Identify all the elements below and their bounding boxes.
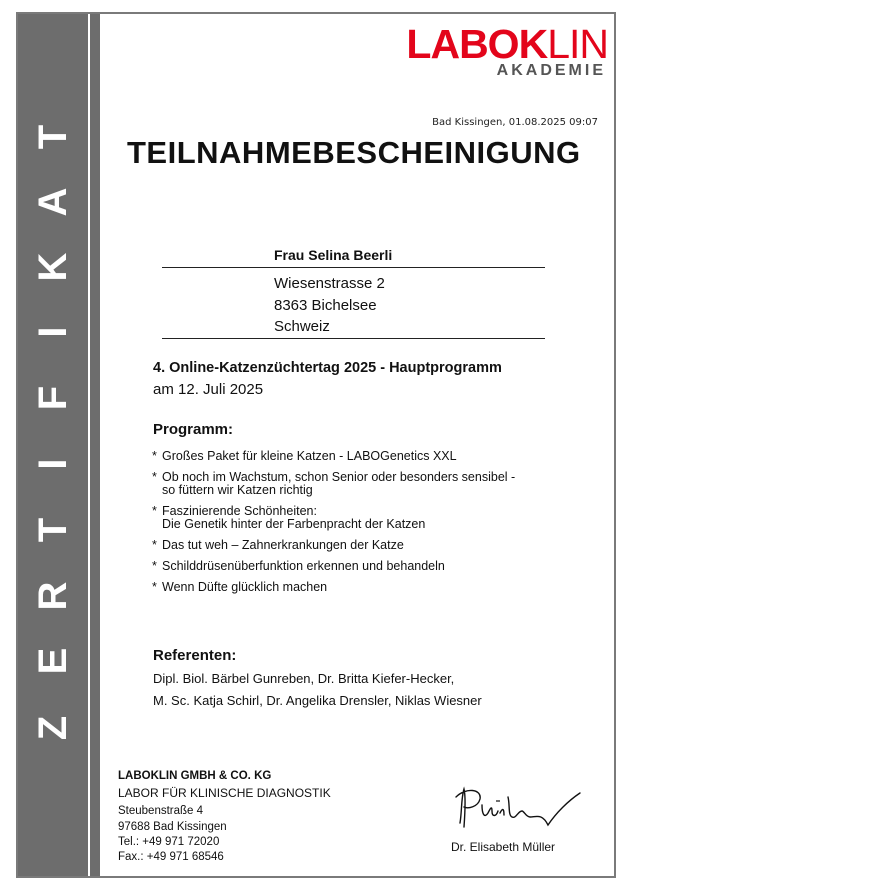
company-phone: Tel.: +49 971 72020 xyxy=(118,836,220,848)
laboklin-akademie-logo xyxy=(386,22,608,82)
company-street: Steubenstraße 4 xyxy=(118,805,204,817)
sidebar-stripe xyxy=(90,14,100,876)
program-list xyxy=(152,450,572,602)
bullet-star: * xyxy=(152,538,157,552)
company-name: LABOKLIN GMBH & CO. KG xyxy=(118,770,272,782)
sidebar-zertifikat xyxy=(18,14,88,876)
bullet-star: * xyxy=(152,504,157,518)
event-title: 4. Online-Katzenzüchtertag 2025 - Hauptprogramm xyxy=(153,360,502,376)
speakers-line-1: Dipl. Biol. Bärbel Gunreben, Dr. Britta Kiefer-Hecker, xyxy=(153,671,455,686)
handwritten-signature xyxy=(452,783,587,835)
issue-timestamp: Bad Kissingen, 01.08.2025 09:07 xyxy=(432,117,598,128)
sidebar-letter: R xyxy=(31,581,75,611)
logo-wordmark xyxy=(406,22,608,66)
bullet-star: * xyxy=(152,559,157,573)
event-date: am 12. Juli 2025 xyxy=(153,381,264,398)
program-item-text: Das tut weh – Zahnerkrankungen der Katze xyxy=(162,538,404,552)
program-item xyxy=(152,560,572,573)
sidebar-letter: I xyxy=(31,458,75,470)
sidebar-letter: I xyxy=(31,326,75,338)
address-divider-bottom xyxy=(162,338,545,339)
logo-part-a: LABOK xyxy=(406,21,548,67)
program-item-text: Schilddrüsenüberfunktion erkennen und behandeln xyxy=(162,559,445,573)
sidebar-letter: T xyxy=(31,124,75,150)
certificate-title: TEILNAHMEBESCHEINIGUNG xyxy=(127,135,581,170)
bullet-star: * xyxy=(152,449,157,463)
bullet-star: * xyxy=(152,580,157,594)
program-heading: Programm: xyxy=(153,421,234,438)
logo-part-b: LIN xyxy=(547,21,608,67)
program-item xyxy=(152,450,572,463)
speakers-heading: Referenten: xyxy=(153,647,237,664)
signer-name: Dr. Elisabeth Müller xyxy=(451,840,556,854)
sidebar-letter: A xyxy=(31,187,75,217)
program-item-text: Ob noch im Wachstum, schon Senior oder besonders sensibel - so füttern wir Katzen richtig xyxy=(162,470,516,497)
bullet-star: * xyxy=(152,470,157,484)
program-item-text: Großes Paket für kleine Katzen - LABOGenetics XXL xyxy=(162,449,457,463)
logo-subtitle: AKADEMIE xyxy=(496,62,606,79)
sidebar-letter: F xyxy=(31,385,75,411)
sidebar-letter: Z xyxy=(31,715,75,741)
company-city: 97688 Bad Kissingen xyxy=(118,821,227,833)
recipient-city: 8363 Bichelsee xyxy=(274,297,377,314)
sidebar-letter: T xyxy=(31,517,75,543)
recipient-name: Frau Selina Beerli xyxy=(274,247,393,263)
speakers-line-2: M. Sc. Katja Schirl, Dr. Angelika Drensler, Niklas Wiesner xyxy=(153,693,482,708)
program-item xyxy=(152,581,572,594)
sidebar-letter: K xyxy=(31,252,75,282)
sidebar-letter: E xyxy=(31,647,75,675)
program-item xyxy=(152,471,572,497)
program-item-text: Wenn Düfte glücklich machen xyxy=(162,580,328,594)
company-subtitle: LABOR FÜR KLINISCHE DIAGNOSTIK xyxy=(118,786,331,800)
program-item xyxy=(152,505,572,531)
recipient-country: Schweiz xyxy=(274,318,330,335)
program-item-text: Faszinierende Schönheiten: Die Genetik hinter der Farbenpracht der Katzen xyxy=(162,504,426,531)
address-divider-top xyxy=(162,267,545,268)
recipient-street: Wiesenstrasse 2 xyxy=(274,275,385,292)
program-item xyxy=(152,539,572,552)
company-fax: Fax.: +49 971 68546 xyxy=(118,851,224,863)
